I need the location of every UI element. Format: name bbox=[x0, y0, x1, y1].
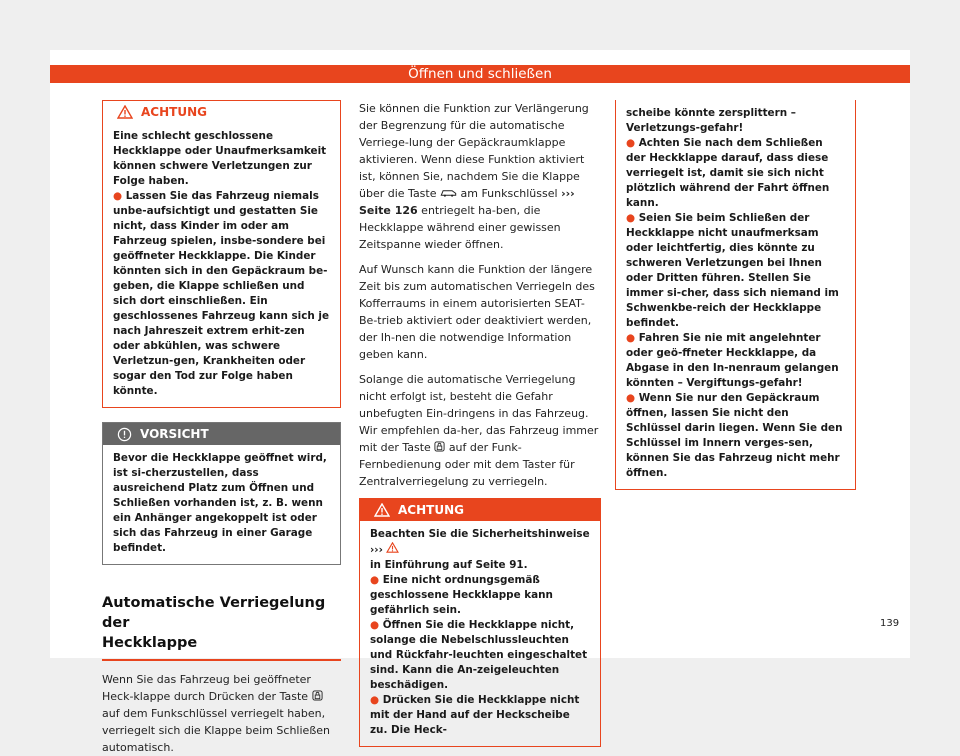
bullet-text: Achten Sie nach dem Schließen der Heckklappe darauf, dass diese verriegelt ist, damit sie sich nicht plötzlich während der Fahrt öffnen kann. bbox=[626, 137, 830, 209]
warning-intro-text: in Einführung auf Seite 91. bbox=[370, 559, 528, 571]
paragraph-text: entriegelt ha-ben, die Heckklappe während einer gewissen Zeitspanne wieder öffnen. bbox=[359, 204, 561, 251]
bullet-text: Fahren Sie nie mit angelehnter oder geö-ffneter Heckklappe, da Abgase in den In-nenraum gelangen könnten – Vergiftungs-gefahr! bbox=[626, 332, 839, 389]
bullet-dot: ● bbox=[626, 137, 639, 149]
warning-header bbox=[360, 499, 600, 521]
warning-bullet bbox=[370, 693, 590, 738]
caution-header bbox=[103, 423, 340, 445]
section-paragraph bbox=[102, 671, 341, 756]
warning-label: ACHTUNG bbox=[141, 105, 207, 119]
page-reference-link[interactable]: ››› Seite 126 bbox=[359, 187, 575, 217]
warning-triangle-icon bbox=[117, 105, 133, 119]
section-divider bbox=[102, 659, 341, 661]
warning-intro bbox=[370, 527, 590, 573]
bullet-dot: ● bbox=[370, 574, 383, 586]
warning-body bbox=[103, 123, 340, 407]
warning-triangle-icon bbox=[374, 503, 390, 517]
warning-bullet bbox=[370, 618, 590, 693]
paragraph-2: Auf Wunsch kann die Funktion der längere Zeit bis zum automatischen Verriegeln des Kofferraums in einem autorisierten SEAT-Be-trieb aktiviert oder deaktiviert werden, der Ih-nen die notwendige Information geben kann. bbox=[359, 263, 595, 361]
bullet-dot: ● bbox=[113, 190, 126, 202]
warning-triangle-icon bbox=[386, 542, 399, 553]
bullet-text: Wenn Sie nur den Gepäckraum öffnen, lassen Sie nicht den Schlüssel darin liegen. Wenn Sie den Schlüssel im Innern verges-sen, können Sie das Fahrzeug nicht mehr öffnen. bbox=[626, 392, 843, 479]
bullet-dot: ● bbox=[370, 619, 383, 631]
paragraph-1 bbox=[359, 100, 601, 253]
section-title-line2: Heckklappe bbox=[102, 635, 198, 651]
lock-key-icon bbox=[434, 441, 445, 452]
warning-body bbox=[360, 521, 600, 746]
page-header bbox=[50, 65, 910, 83]
caution-body bbox=[103, 445, 340, 564]
bullet-dot: ● bbox=[626, 212, 639, 224]
page-number: 139 bbox=[880, 618, 900, 629]
bullet-dot: ● bbox=[626, 332, 639, 344]
bullet-text: Lassen Sie das Fahrzeug niemals unbe-aufsichtigt und gestatten Sie nicht, dass Kinder im oder am Fahrzeug spielen, insbe-sondere bei geöffneter Heckklappe. Die Kinder könnten sich in den Gepäckraum be-geben, die Klappe schließen und sich dort einschließen. Ein geschlossenes Fahrzeug kann sich je nach Jahreszeit extrem erhit-zen oder abkühlen, was schwere Verletzun-gen, Krankheiten oder sogar den Tod zur Folge haben könnte. bbox=[113, 190, 330, 397]
warning-box bbox=[102, 100, 341, 408]
warning-bullet bbox=[113, 189, 330, 399]
column-2 bbox=[359, 100, 601, 747]
warning-bullet bbox=[626, 331, 845, 391]
warning-intro-text: Beachten Sie die Sicherheitshinweise ››› bbox=[370, 528, 590, 556]
caution-label: VORSICHT bbox=[140, 427, 209, 441]
info-circle-icon bbox=[117, 427, 132, 442]
column-2-text bbox=[359, 100, 601, 490]
warning-label: ACHTUNG bbox=[398, 503, 464, 517]
warning-intro: Eine schlecht geschlossene Heckklappe oder Unaufmerksamkeit können schwere Verletzungen zur Folge haben. bbox=[113, 130, 327, 187]
section-heading bbox=[102, 593, 341, 661]
car-tailgate-icon bbox=[440, 188, 457, 197]
page-title: Öffnen und schließen bbox=[408, 66, 552, 82]
column-1 bbox=[102, 100, 341, 756]
paragraph-3 bbox=[359, 371, 601, 490]
paragraph-text: Wenn Sie das Fahrzeug bei geöffneter Heck-klappe durch Drücken der Taste bbox=[102, 672, 311, 703]
warning-bullet bbox=[370, 573, 590, 618]
paragraph-text: Sie können die Funktion zur Verlängerung der Begrenzung für die automatische Verriege-lung der Gepäckraumklappe aktivieren. Wenn diese Funktion aktiviert ist, können Sie, nachdem Sie die Klappe über die Taste bbox=[359, 102, 589, 200]
column-3 bbox=[615, 100, 856, 490]
paragraph-text: auf der Funk-Fernbedienung oder mit dem Taster für Zentralverriegelung zu verriegeln. bbox=[359, 441, 575, 488]
caution-text: Bevor die Heckklappe geöffnet wird, ist si-cherzustellen, dass ausreichend Platz zum Öffnen und Schließen vorhanden ist, z. B. wenn ein Anhänger angekoppelt ist oder sich das Fahrzeug in einer Garage befindet. bbox=[113, 452, 327, 554]
bullet-text: Öffnen Sie die Heckklappe nicht, solange die Nebelschlussleuchten und Rückfahr-leuchten eingeschaltet sind. Kann die An-zeigeleuchten beschädigen. bbox=[370, 619, 588, 691]
bullet-text: Drücken Sie die Heckklappe nicht mit der Hand auf der Heckscheibe zu. Die Heck- bbox=[370, 694, 580, 736]
paragraph-text: auf dem Funkschlüssel verriegelt haben, verriegelt sich die Klappe beim Schließen automatisch. bbox=[102, 706, 330, 754]
warning-continued-text: scheibe könnte zersplittern – Verletzungs-gefahr! bbox=[626, 107, 796, 134]
lock-key-icon bbox=[312, 690, 323, 701]
paragraph-text: Solange die automatische Verriegelung nicht erfolgt ist, besteht die Gefahr unbefugten Ein-dringens in das Fahrzeug. Wir empfehlen da-her, das Fahrzeug immer mit der Taste bbox=[359, 373, 599, 454]
warning-bullet bbox=[626, 211, 845, 331]
caution-box bbox=[102, 422, 341, 565]
paragraph-text: am Funkschlüssel bbox=[460, 187, 558, 200]
warning-box bbox=[359, 498, 601, 747]
bullet-dot: ● bbox=[370, 694, 383, 706]
warning-header bbox=[103, 101, 340, 123]
warning-bullet bbox=[626, 391, 845, 481]
warning-bullet bbox=[626, 136, 845, 211]
warning-box-continued bbox=[615, 100, 856, 490]
bullet-text: Eine nicht ordnungsgemäß geschlossene Heckklappe kann gefährlich sein. bbox=[370, 574, 553, 616]
bullet-dot: ● bbox=[626, 392, 639, 404]
bullet-text: Seien Sie beim Schließen der Heckklappe nicht unaufmerksam oder leichtfertig, dies könnte zu schweren Verletzungen bei Ihnen oder Dritten führen. Stellen Sie immer si-cher, dass sich niemand im Schwenkbe-reich der Heckklappe befindet. bbox=[626, 212, 839, 329]
section-title-line1: Automatische Verriegelung der bbox=[102, 595, 326, 631]
warning-body bbox=[616, 100, 855, 489]
